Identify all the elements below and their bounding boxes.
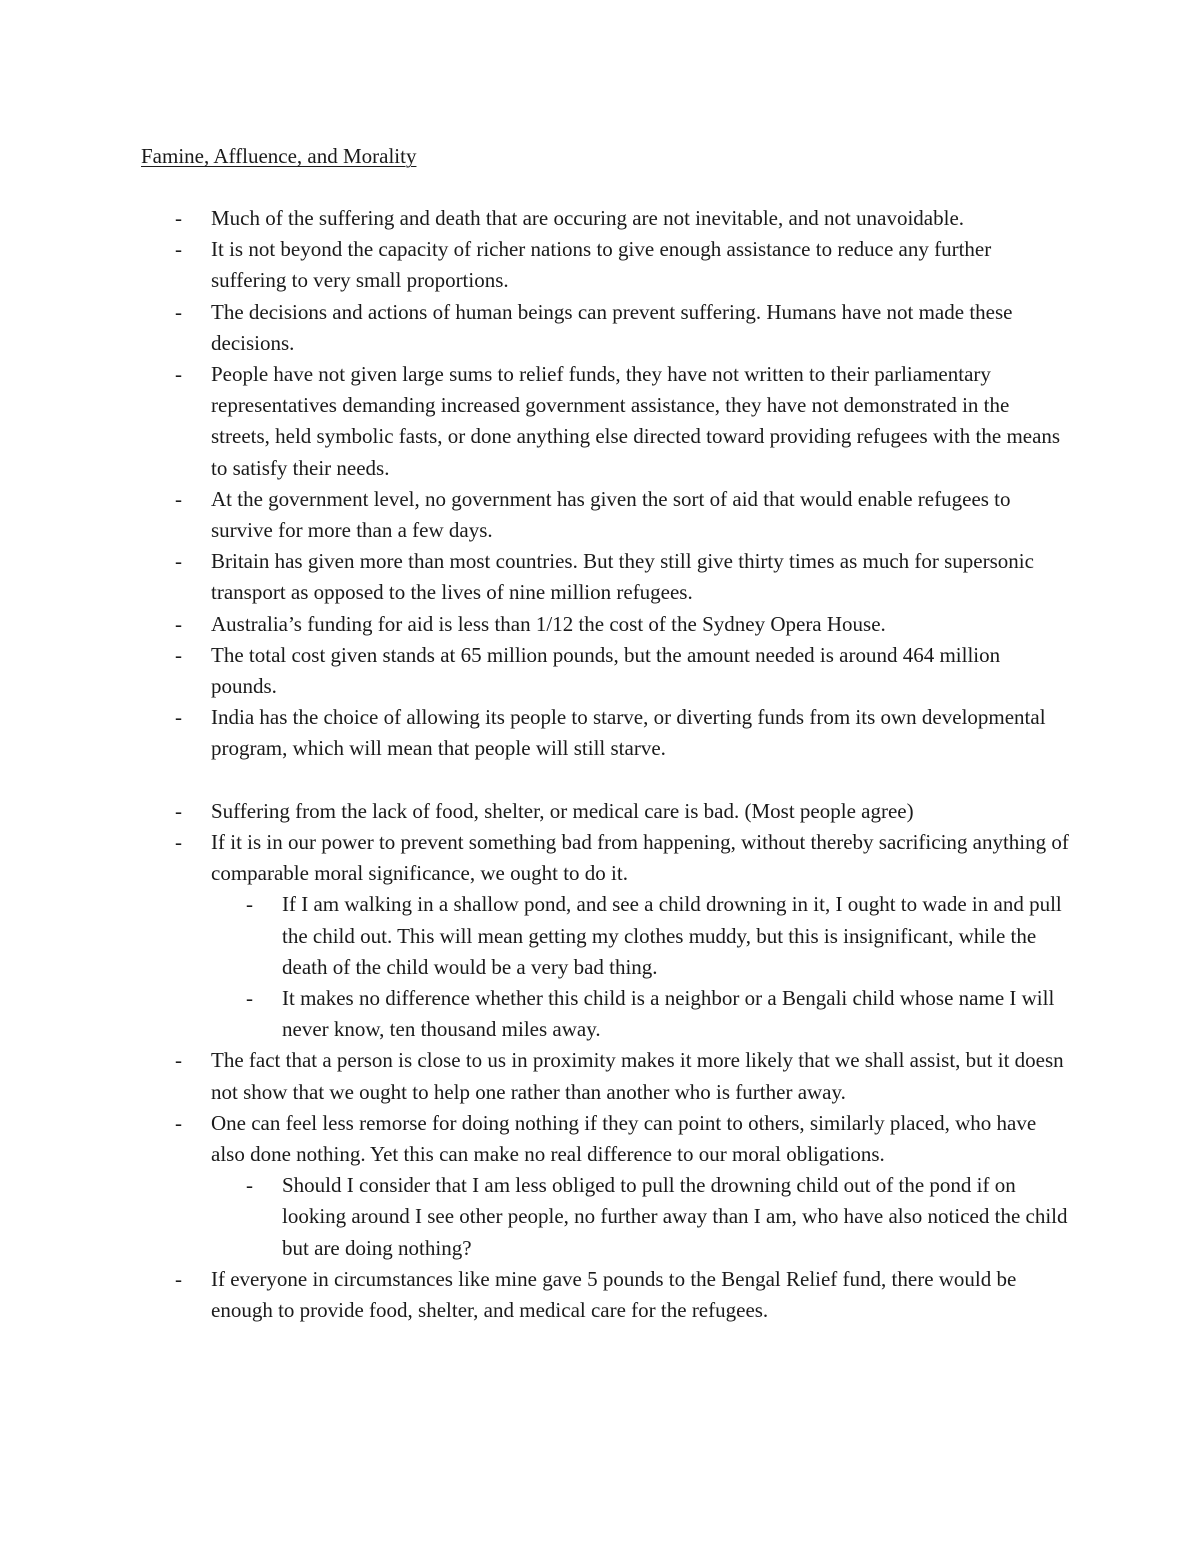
bullet-dash: -: [175, 1048, 182, 1073]
list-item-text: One can feel less remorse for doing nothing if they can point to others, similarly placed, who have also done nothing. Yet this can make no real difference to our moral obligations.: [211, 1110, 1037, 1167]
list-item: [141, 359, 1071, 484]
list-item-text: India has the choice of allowing its people to starve, or diverting funds from its own developmental program, which will mean that people will still starve.: [211, 705, 1046, 761]
list-item-text: At the government level, no government has given the sort of aid that would enable refugees to survive for more than a few days.: [211, 486, 1011, 543]
list-item: [141, 234, 1071, 296]
list-item-text: The fact that a person is close to us in proximity makes it more likely that we shall assist, but it doesn not show that we ought to help one rather than another who is further away.: [211, 1048, 1064, 1104]
list-item-text: It is not beyond the capacity of richer nations to give enough assistance to reduce any further suffering to very small proportions.: [211, 237, 992, 293]
bullet-dash: -: [175, 549, 182, 574]
bullet-dash: -: [175, 486, 182, 511]
list-item-text: People have not given large sums to relief funds, they have not written to their parliamentary representatives demanding increased government assistance, they have not demonstrated in the streets, held symbolic fasts, or done anything else directed toward providing refugees with the means to satisfy their needs.: [211, 362, 1061, 480]
sub-list-item: [141, 983, 1071, 1045]
bullet-dash: -: [175, 1266, 182, 1291]
list-item: [141, 1045, 1071, 1107]
section-spacer: [141, 765, 1071, 796]
list-item-text: Should I consider that I am less obliged to pull the drowning child out of the pond if on looking around I see other people, no further away than I am, who have also noticed the child but are doing nothing?: [282, 1173, 1068, 1260]
list-item: [141, 1264, 1071, 1326]
sub-list-item: [141, 889, 1071, 983]
list-item-text: Britain has given more than most countries. But they still give thirty times as much for supersonic transport as opposed to the lives of nine million refugees.: [211, 549, 1034, 605]
bullet-dash: -: [175, 830, 182, 855]
sub-list-item: [141, 1170, 1071, 1264]
bullet-dash: -: [175, 611, 182, 636]
bullet-dash: -: [175, 206, 182, 230]
list-item-text: If it is in our power to prevent something bad from happening, without thereby sacrificing anything of comparable moral significance, we ought to do it.: [211, 830, 1069, 886]
list-item-text: It makes no difference whether this child is a neighbor or a Bengali child whose name I will never know, ten thousand miles away.: [282, 986, 1055, 1042]
list-item-text: Suffering from the lack of food, shelter, or medical care is bad. (Most people agree): [211, 798, 914, 823]
bullet-dash: -: [246, 986, 253, 1011]
list-item: [141, 702, 1071, 764]
list-item: [141, 203, 1071, 234]
bullet-dash: -: [175, 362, 182, 387]
bullet-dash: -: [175, 1110, 182, 1135]
list-item: [141, 546, 1071, 608]
bullet-dash: -: [175, 299, 182, 324]
list-item-text: If everyone in circumstances like mine gave 5 pounds to the Bengal Relief fund, there would be enough to provide food, shelter, and medical care for the refugees.: [211, 1266, 1017, 1323]
list-item-text: Much of the suffering and death that are occuring are not inevitable, and not unavoidable.: [211, 206, 965, 230]
bullet-list: [141, 203, 1071, 1326]
list-item: [141, 297, 1071, 359]
list-item: [141, 484, 1071, 546]
list-item-text: If I am walking in a shallow pond, and see a child drowning in it, I ought to wade in and pull the child out. This will mean getting my clothes muddy, but this is insignificant, while the death of the child would be a very bad thing.: [282, 892, 1062, 979]
list-item: [141, 640, 1071, 702]
bullet-dash: -: [246, 892, 253, 917]
list-item: [141, 1108, 1071, 1170]
list-item-text: The decisions and actions of human beings can prevent suffering. Humans have not made these decisions.: [211, 299, 1013, 355]
bullet-dash: -: [175, 798, 182, 823]
bullet-dash: -: [175, 642, 182, 667]
document-title: Famine, Affluence, and Morality: [141, 144, 417, 168]
list-item: [141, 609, 1071, 640]
list-item: [141, 796, 1071, 827]
bullet-dash: -: [175, 237, 182, 262]
list-item: [141, 827, 1071, 889]
list-item-text: The total cost given stands at 65 million pounds, but the amount needed is around 464 million pounds.: [211, 642, 1001, 699]
list-item-text: Australia’s funding for aid is less than 1/12 the cost of the Sydney Opera House.: [211, 611, 886, 636]
bullet-dash: -: [246, 1173, 253, 1198]
bullet-dash: -: [175, 705, 182, 730]
